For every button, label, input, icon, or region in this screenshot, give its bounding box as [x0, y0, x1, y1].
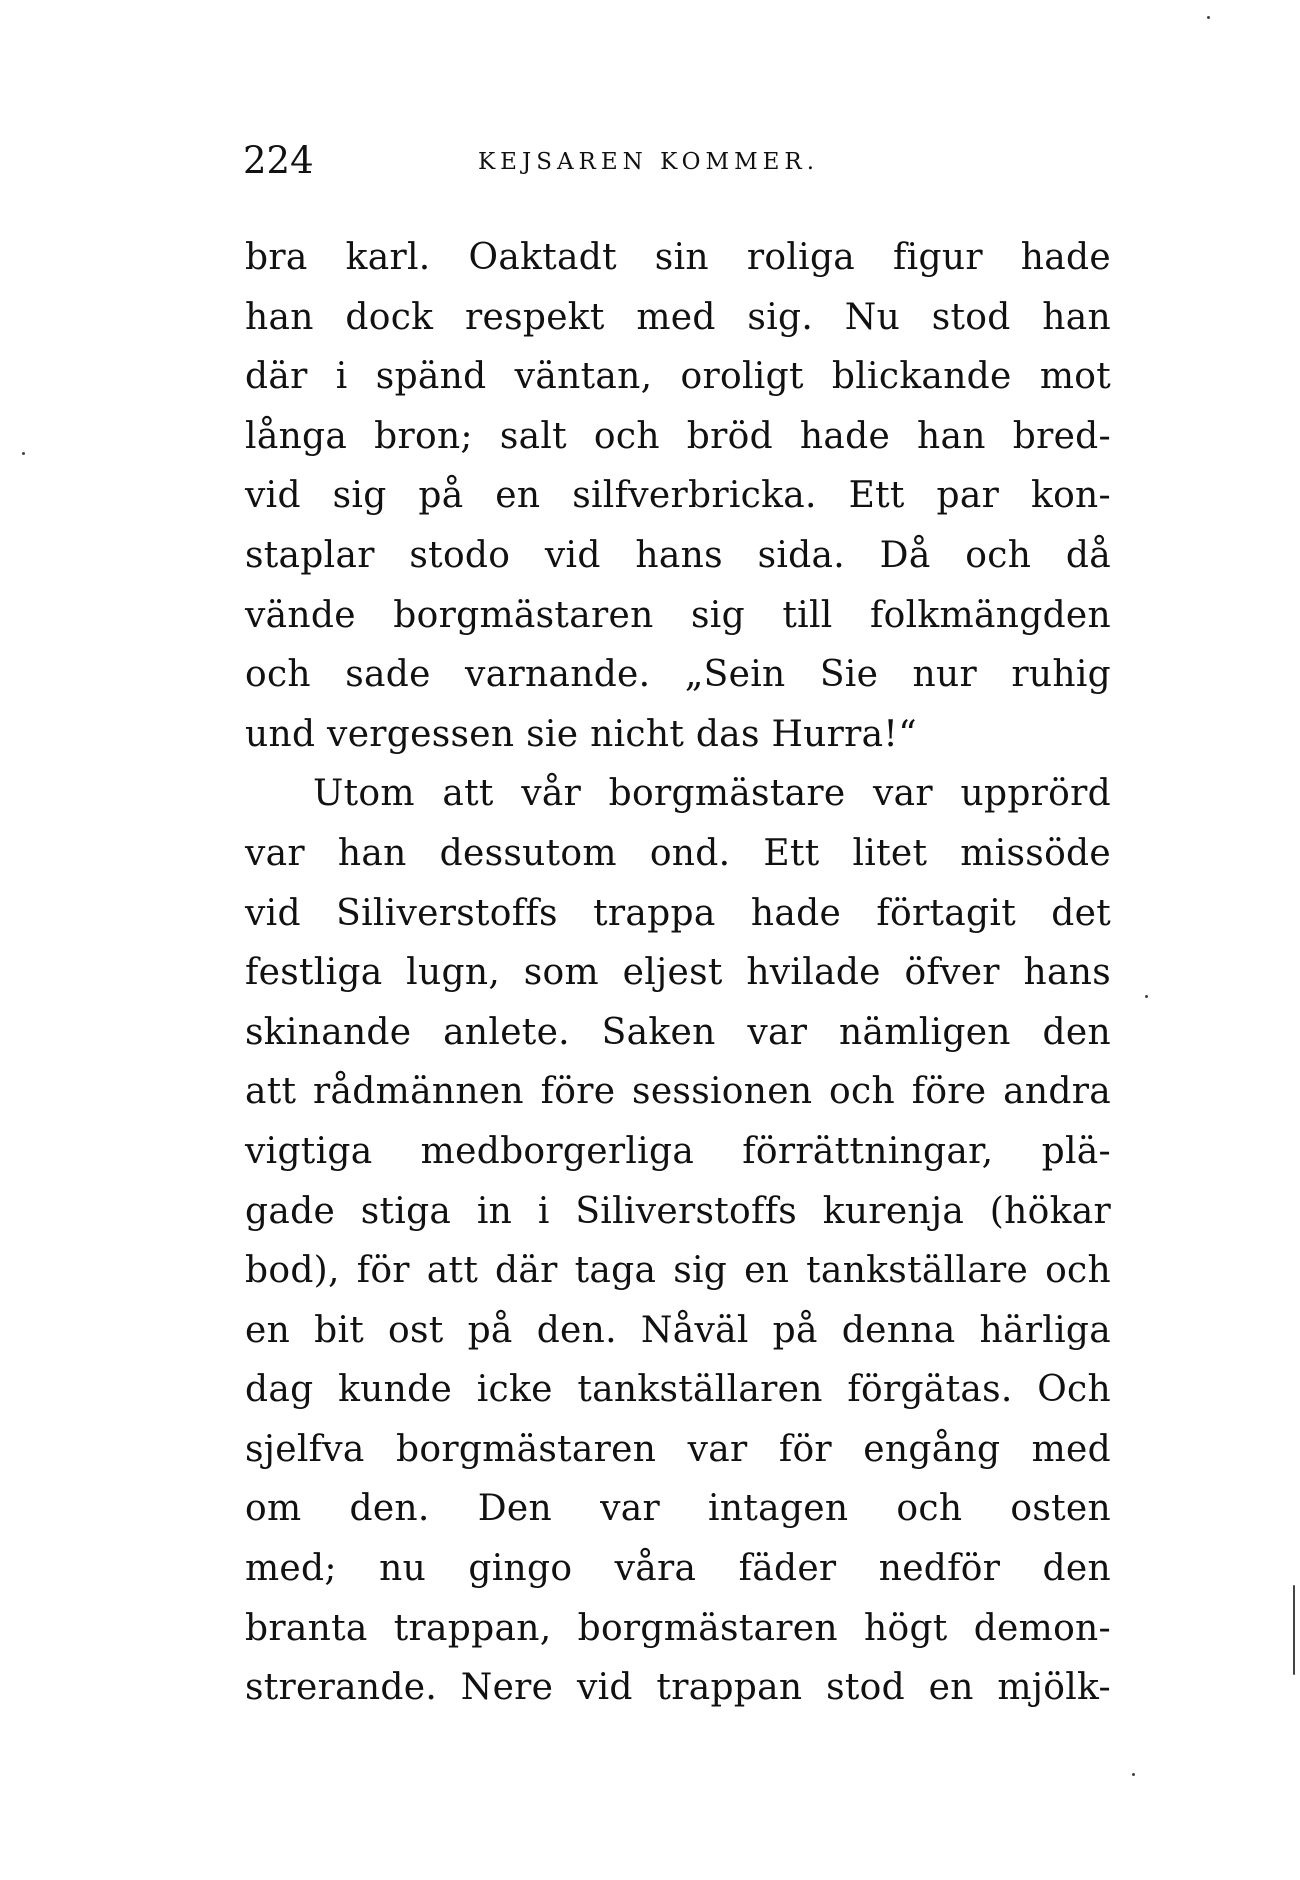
text-line: staplar stodo vid hans sida. Då och då — [245, 534, 1111, 576]
running-title: KEJSAREN KOMMER. — [478, 149, 820, 175]
scan-speck — [22, 452, 25, 455]
text-line: bod), för att där taga sig en tankställare och — [245, 1250, 1111, 1292]
text-line: vid Siliverstoffs trappa hade förtagit det — [245, 892, 1111, 934]
scan-speck — [1132, 1773, 1135, 1776]
text-line-paragraph-start: Utom att vår borgmästare var upprörd — [313, 773, 1111, 815]
text-line: skinande anlete. Saken var nämligen den — [245, 1011, 1111, 1053]
text-line: gade stiga in i Siliverstoffs kurenja (hökar — [245, 1190, 1111, 1232]
text-line: var han dessutom ond. Ett litet missöde — [245, 832, 1111, 874]
text-line-paragraph-end: und vergessen sie nicht das Hurra!“ — [245, 713, 917, 755]
text-line: långa bron; salt och bröd hade han bred- — [245, 415, 1111, 457]
text-line: en bit ost på den. Nåväl på denna härliga — [245, 1309, 1111, 1351]
text-line: om den. Den var intagen och osten — [245, 1488, 1111, 1530]
text-line: vid sig på en silfverbricka. Ett par kon- — [245, 475, 1111, 517]
text-line: att rådmännen före sessionen och före andra — [245, 1071, 1111, 1113]
text-line: sjelfva borgmästaren var för engång med — [245, 1428, 1111, 1470]
scan-speck — [1207, 16, 1210, 19]
text-line: och sade varnande. „Sein Sie nur ruhig — [245, 654, 1111, 696]
scan-speck — [1145, 995, 1148, 998]
text-line: dag kunde icke tankställaren förgätas. Och — [245, 1369, 1111, 1411]
text-line: han dock respekt med sig. Nu stod han — [245, 296, 1111, 338]
text-line: med; nu gingo våra fäder nedför den — [245, 1548, 1111, 1590]
body-text — [245, 228, 1111, 1718]
text-line: bra karl. Oaktadt sin roliga figur hade — [245, 237, 1111, 278]
text-line: festliga lugn, som eljest hvilade öfver hans — [245, 952, 1111, 994]
text-line: strerande. Nere vid trappan stod en mjölk- — [245, 1667, 1111, 1709]
text-line: där i spänd väntan, oroligt blickande mot — [245, 356, 1111, 398]
text-line: vände borgmästaren sig till folkmängden — [245, 594, 1111, 636]
text-line: vigtiga medborgerliga förrättningar, plä- — [245, 1130, 1111, 1172]
page-number: 224 — [243, 139, 314, 182]
text-line: branta trappan, borgmästaren högt demon- — [245, 1607, 1111, 1649]
scan-edge-mark — [1293, 1585, 1295, 1675]
page-header — [243, 138, 1109, 184]
